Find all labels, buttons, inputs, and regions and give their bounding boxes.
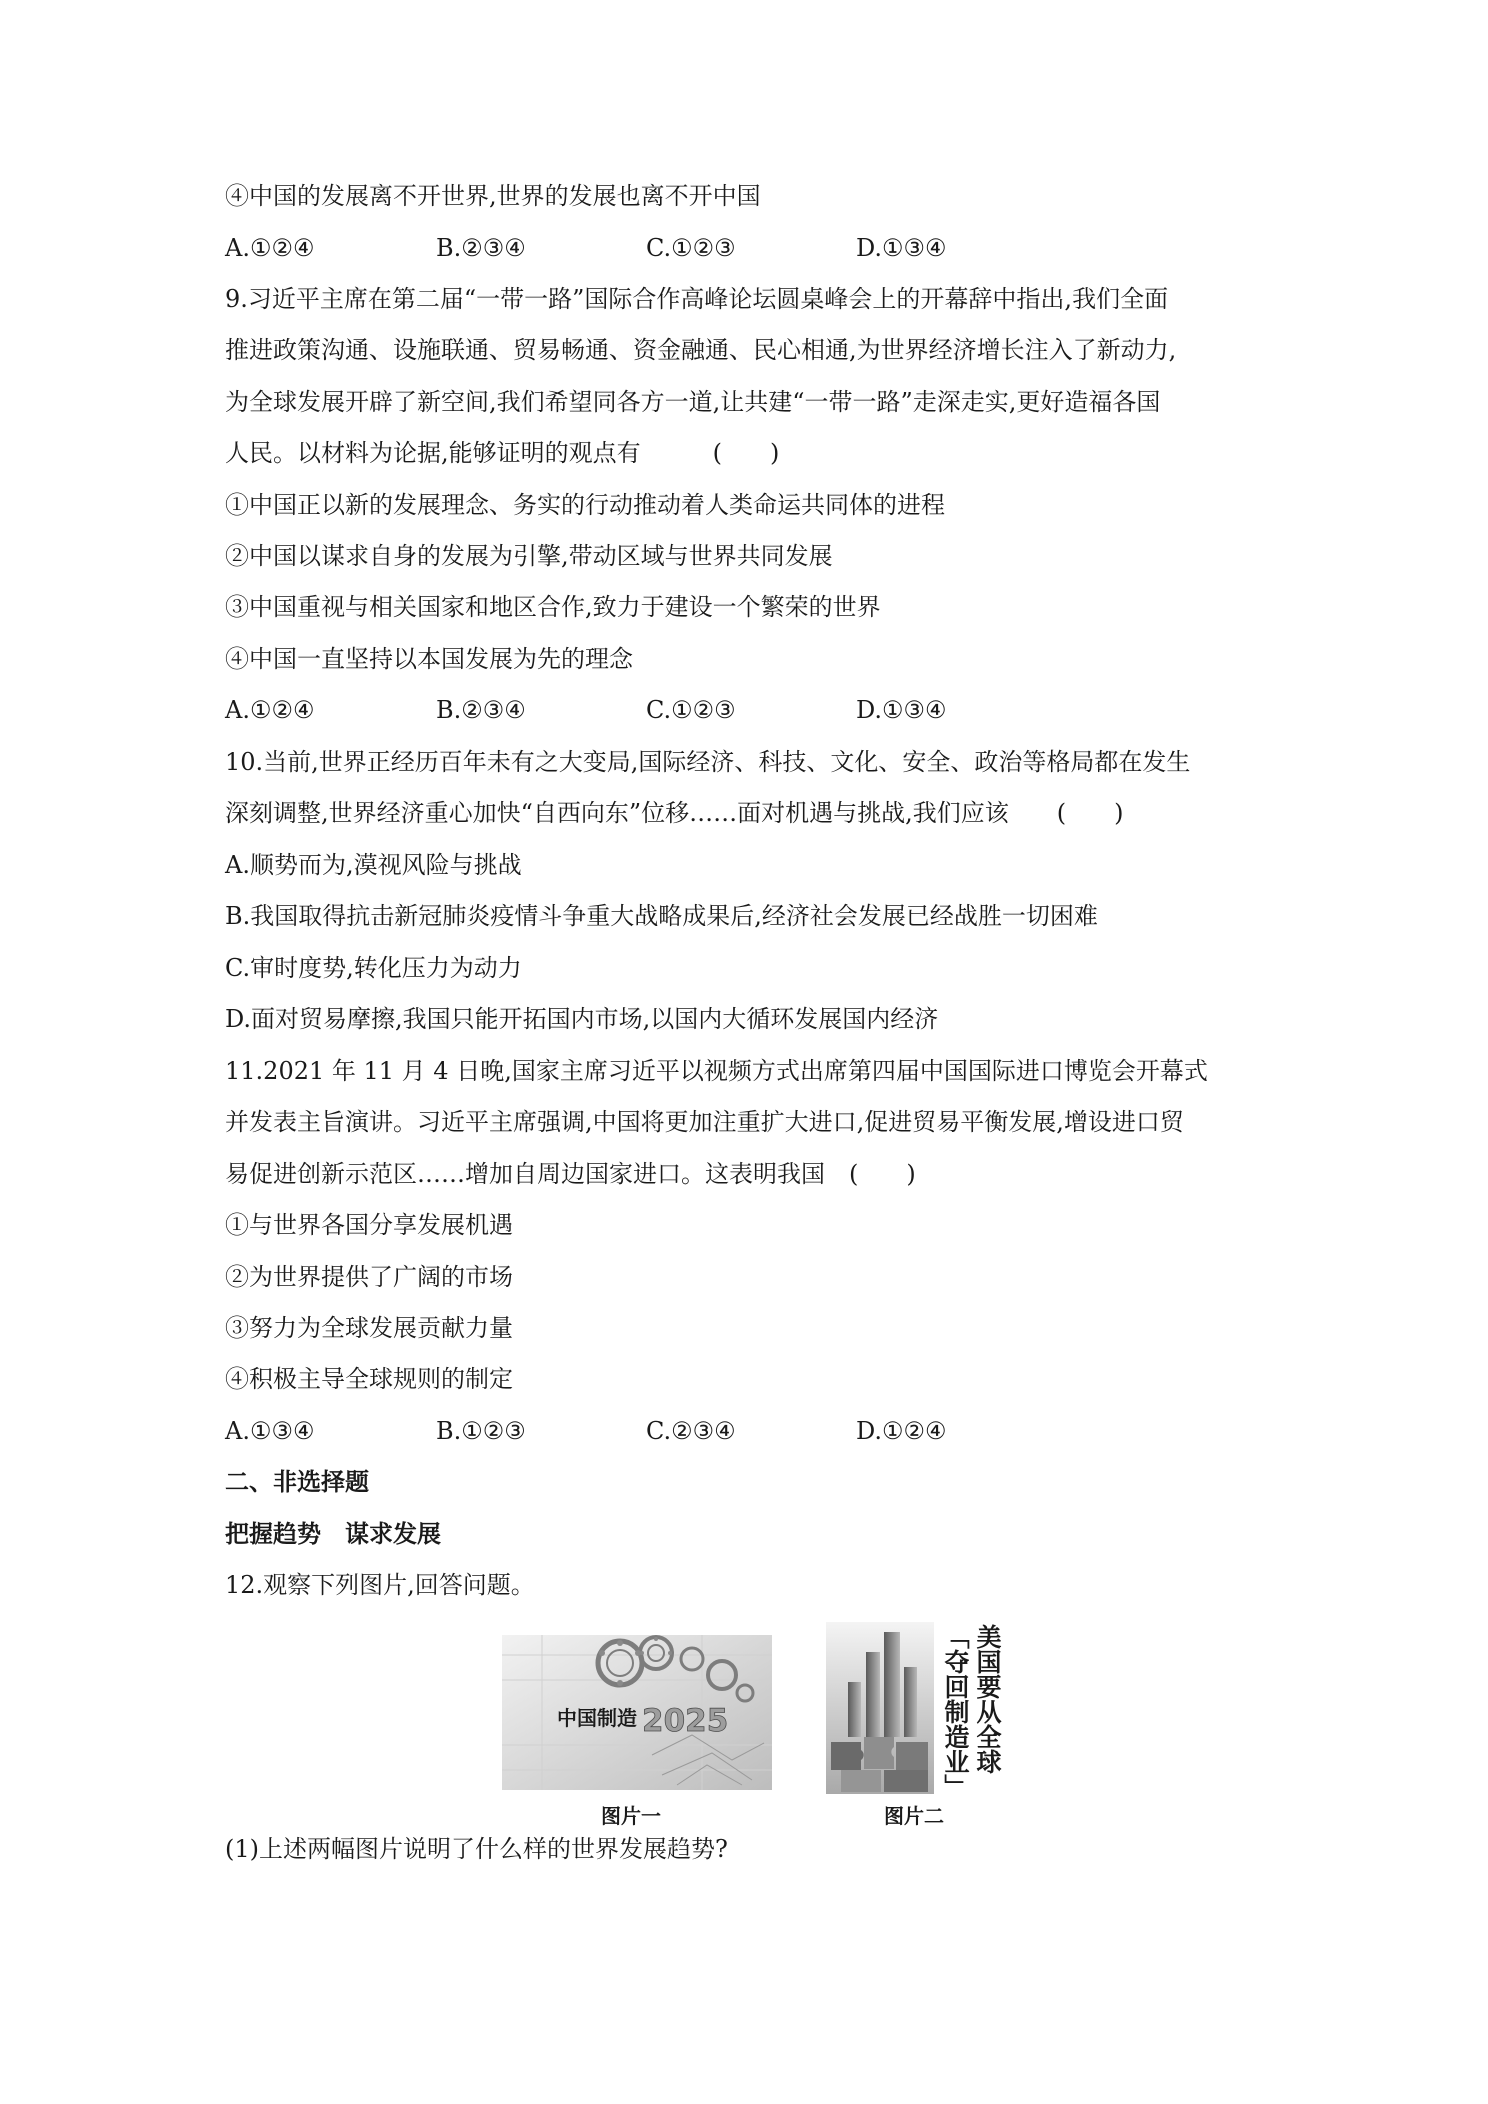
q9-statement-1: ①中国正以新的发展理念、务实的行动推动着人类命运共同体的进程 [225, 491, 945, 519]
figure-2-text-col2: 「夺回制造业」 [941, 1624, 970, 1799]
q11-stem-line2: 并发表主旨演讲。习近平主席强调,中国将更加注重扩大进口,促进贸易平衡发展,增设进口贸 [225, 1108, 1184, 1136]
q10-option-b[interactable]: B.我国取得抗击新冠肺炎疫情斗争重大战略成果后,经济社会发展已经战胜一切困难 [225, 902, 1098, 930]
q10-stem-line1: 10.当前,世界正经历百年未有之大变局,国际经济、科技、文化、安全、政治等格局都在发生 [225, 748, 1191, 776]
q11-statement-3: ③努力为全球发展贡献力量 [225, 1314, 513, 1342]
q12-stem: 12.观察下列图片,回答问题。 [225, 1571, 535, 1599]
figure-1-image [502, 1635, 772, 1790]
figure-1-number: 2025 [642, 1703, 729, 1739]
statement-4: ④中国的发展离不开世界,世界的发展也离不开中国 [225, 182, 761, 210]
option-d[interactable]: D.①③④ [856, 696, 947, 724]
option-b[interactable]: B.②③④ [436, 696, 526, 724]
q9-statement-4: ④中国一直坚持以本国发展为先的理念 [225, 645, 633, 673]
option-a[interactable]: A.①②④ [225, 696, 315, 724]
q9-stem-line4: 人民。以材料为论据,能够证明的观点有 ( ) [225, 439, 780, 467]
q9-statement-2: ②中国以谋求自身的发展为引擎,带动区域与世界共同发展 [225, 542, 833, 570]
section-heading: 二、非选择题 [225, 1468, 369, 1496]
section-subtitle: 把握趋势 谋求发展 [225, 1520, 441, 1548]
q11-statement-2: ②为世界提供了广阔的市场 [225, 1263, 513, 1291]
option-c[interactable]: C.②③④ [646, 1417, 736, 1445]
option-c[interactable]: C.①②③ [646, 696, 736, 724]
q11-stem-line3: 易促进创新示范区……增加自周边国家进口。这表明我国 ( ) [225, 1160, 916, 1188]
figure-1-label: 中国制造 [557, 1706, 637, 1730]
q10-stem-line2: 深刻调整,世界经济重心加快“自西向东”位移……面对机遇与挑战,我们应该 ( ) [225, 799, 1124, 827]
figure-2-image [826, 1622, 1002, 1799]
figure-2-caption: 图片二 [884, 1804, 944, 1828]
figure-1-caption: 图片一 [601, 1804, 661, 1828]
q9-stem-line3: 为全球发展开辟了新空间,我们希望同各方一道,让共建“一带一路”走深走实,更好造福各国 [225, 388, 1161, 416]
q12-subquestion-1: (1)上述两幅图片说明了什么样的世界发展趋势? [225, 1835, 728, 1863]
option-c[interactable]: C.①②③ [646, 234, 736, 262]
q11-stem-line1: 11.2021 年 11 月 4 日晚,国家主席习近平以视频方式出席第四届中国国际进口博览会开幕式 [225, 1057, 1208, 1085]
option-b[interactable]: B.②③④ [436, 234, 526, 262]
q11-statement-4: ④积极主导全球规则的制定 [225, 1365, 513, 1393]
q10-option-c[interactable]: C.审时度势,转化压力为动力 [225, 954, 522, 982]
option-a[interactable]: A.①③④ [225, 1417, 315, 1445]
option-d[interactable]: D.①②④ [856, 1417, 947, 1445]
q10-option-a[interactable]: A.顺势而为,漠视风险与挑战 [225, 851, 522, 879]
q9-stem-line2: 推进政策沟通、设施联通、贸易畅通、资金融通、民心相通,为世界经济增长注入了新动力, [225, 336, 1177, 364]
q11-statement-1: ①与世界各国分享发展机遇 [225, 1211, 513, 1239]
option-a[interactable]: A.①②④ [225, 234, 315, 262]
q9-stem-line1: 9.习近平主席在第二届“一带一路”国际合作高峰论坛圆桌峰会上的开幕辞中指出,我们全面 [225, 285, 1169, 313]
q9-statement-3: ③中国重视与相关国家和地区合作,致力于建设一个繁荣的世界 [225, 593, 881, 621]
option-b[interactable]: B.①②③ [436, 1417, 526, 1445]
figure-2-text-col1: 美国要从全球 [973, 1624, 1002, 1774]
option-d[interactable]: D.①③④ [856, 234, 947, 262]
q10-option-d[interactable]: D.面对贸易摩擦,我国只能开拓国内市场,以国内大循环发展国内经济 [225, 1005, 939, 1033]
